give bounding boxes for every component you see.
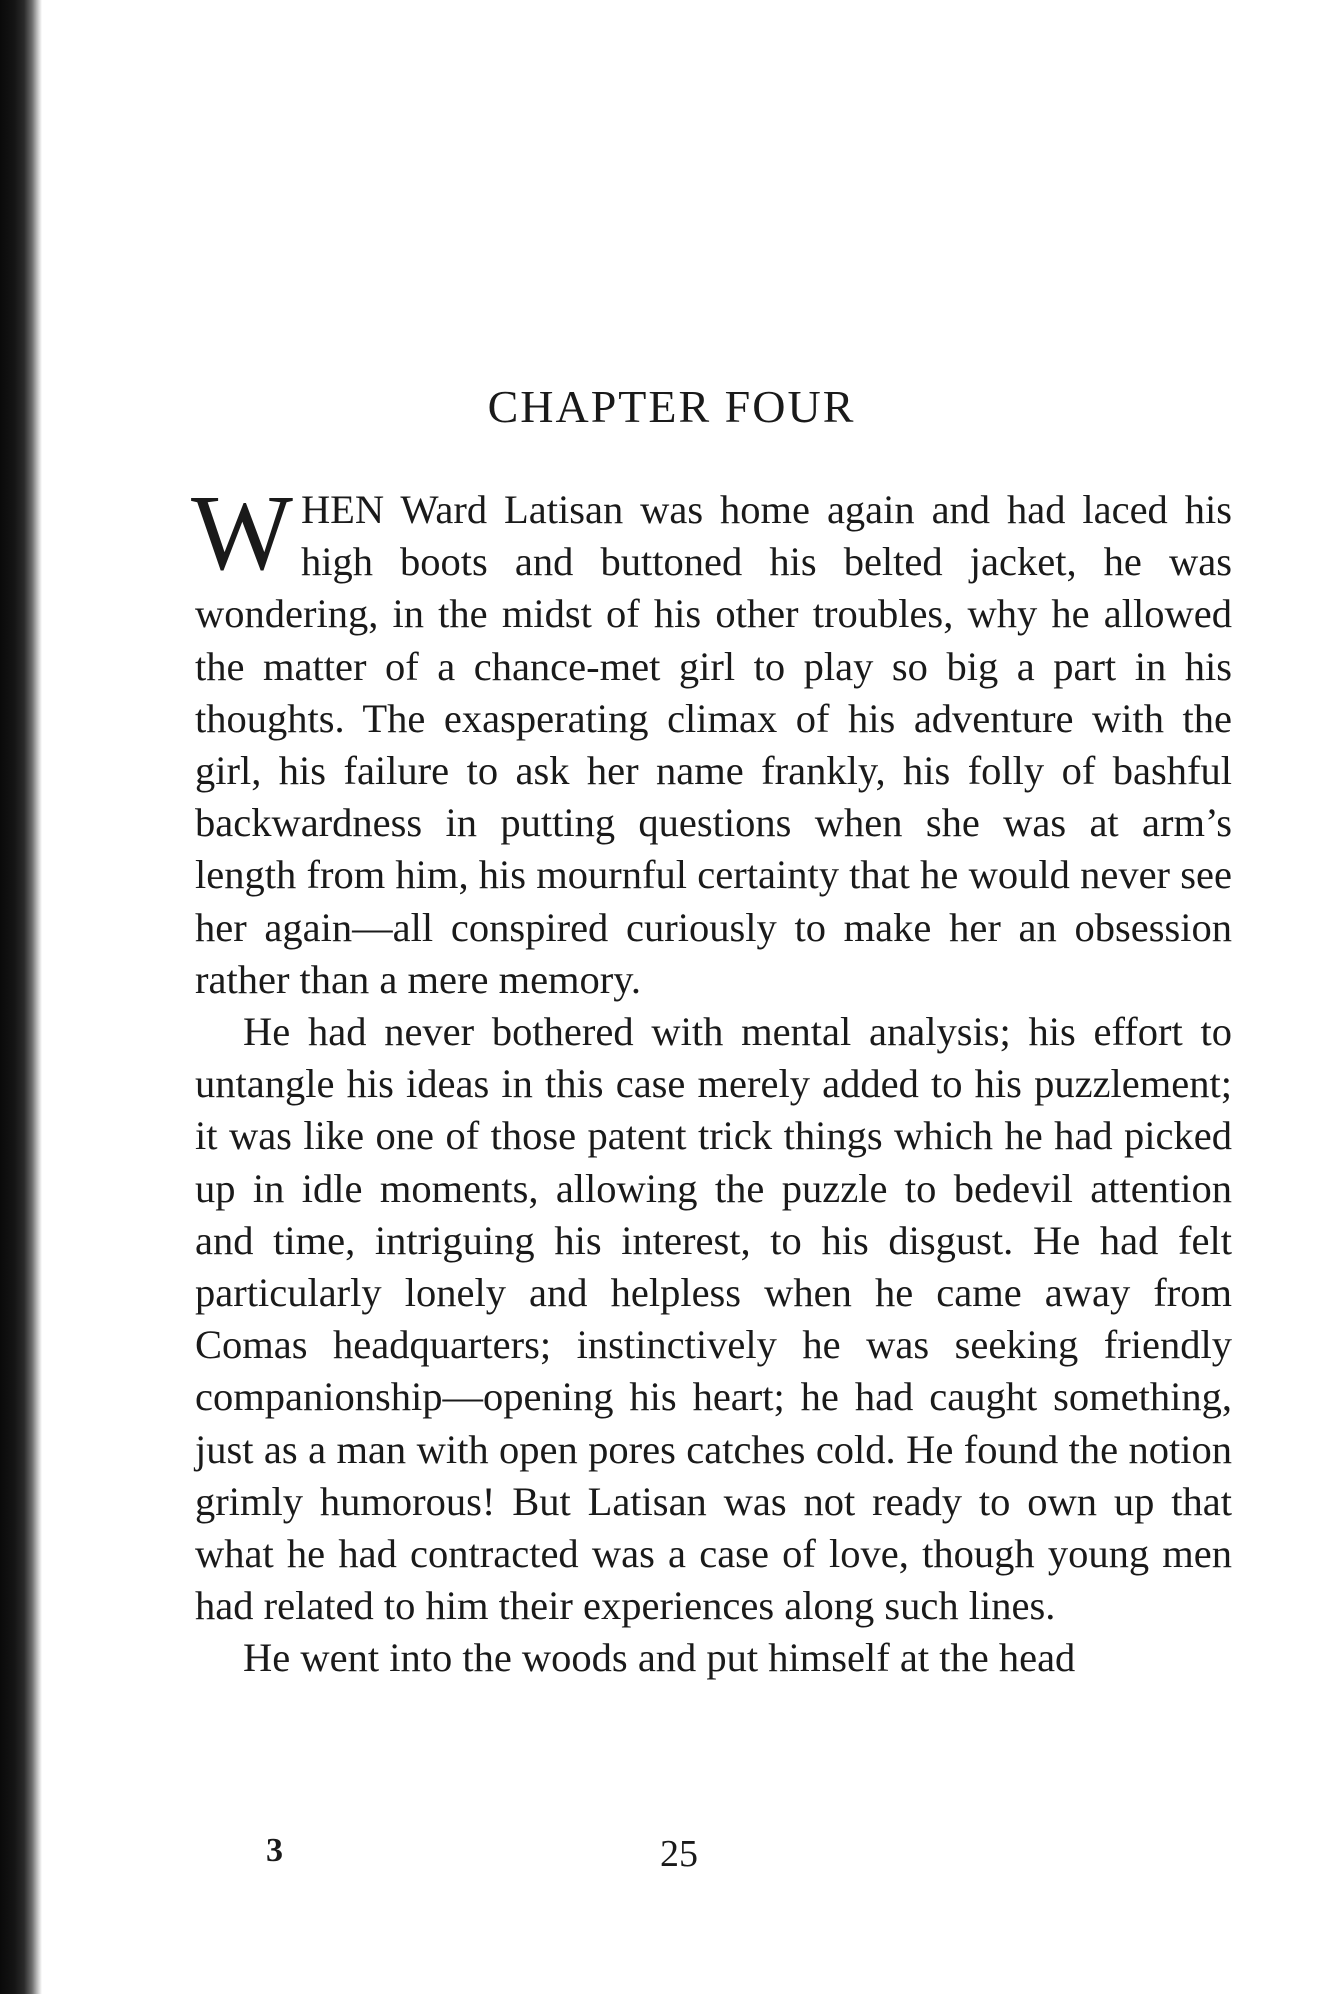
signature-mark: 3 [266, 1832, 283, 1869]
body-text [191, 474, 1232, 1685]
page-footer [0, 1832, 1343, 1892]
paragraph-1-text: HEN Ward Latisan was home again and had laced his high boots and buttoned his belted jacket, he was wondering, in the midst of his other troubles, why he allowed the matter of a chance-met girl to play so big a part in his thoughts. The exasperating climax of his adventure with the girl, his failure to ask her name frankly, his folly of bashful backwardness in putting questions when she was at arm’s length from him, his mournful certainty that he would never see her again—all conspired curiously to make her an obsession rather than a mere memory. [195, 487, 1232, 1002]
page-number: 25 [660, 1833, 698, 1875]
chapter-title: CHAPTER FOUR [487, 381, 856, 432]
paragraph-3: He went into the woods and put himself at the head [243, 1635, 1076, 1681]
binding-edge [0, 0, 42, 1994]
paragraph-2: He had never bothered with mental analysis; his effort to untangle his ideas in this case merely added to his puzzlement; it was like one of those patent trick things which he had picked up in idle moments, allowing the puzzle to bedevil attention and time, intriguing his interest, to his disgust. He had felt particularly lonely and helpless when he came away from Comas headquarters; instinctively he was seeking friendly companionship—opening his heart; he had caught something, just as a man with open pores catches cold. He found the notion grimly humorous! But Latisan was not ready to own up that what he had contracted was a case of love, though young men had related to him their experiences along such lines. [195, 1009, 1232, 1629]
drop-cap: W [191, 474, 293, 593]
paragraph-1 [191, 474, 1232, 1006]
